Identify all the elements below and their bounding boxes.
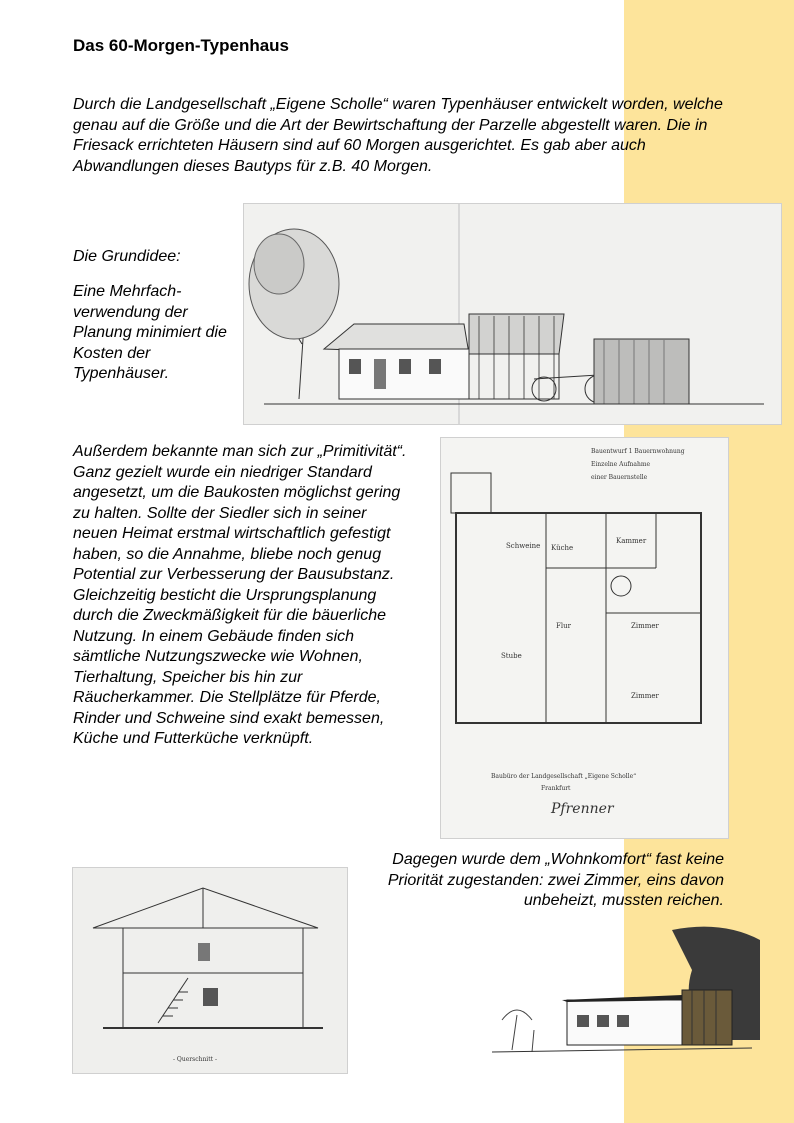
intro-paragraph: Durch die Landgesellschaft „Eigene Scholle“ waren Typenhäuser entwickelt worden, welche genau auf die Größe und die Art der Bewirtschaftung der Parzelle abgestellt waren. Die in Friesack errichteten Häusern sind auf 60 Morgen ausgerichtet. Es gab aber auch Abwandlungen dieses Bautyps für z.B. 40 Morgen. <box>73 96 723 175</box>
page-title: Das 60-Morgen-Typenhaus <box>73 36 290 55</box>
elevation-drawing <box>243 203 782 425</box>
room-label-stube: Stube <box>501 652 522 660</box>
room-label-zimmer-1: Zimmer <box>631 622 659 630</box>
plan-header-3: einer Bauernstelle <box>591 474 648 481</box>
room-label-flur: Flur <box>556 622 571 630</box>
section-caption: - Querschnitt - <box>173 1056 217 1063</box>
house-sketch <box>492 920 762 1065</box>
body-paragraph-2: Gleichzeitig besticht die Ursprungsplanung durch die Zweckmäßigkeit für die bäuerliche Nutzung. In einem Gebäude finden sich sämtliche Nutzungszwecke wie Wohnen, Tierhaltung, Speicher bis hin zur Räucherkammer. Die Stellplätze für Pferde, Rinder und Schweine sind exakt bemessen, Küche und Futterküche verknüpft. <box>73 586 387 747</box>
idea-paragraph: Eine Mehrfach-verwendung der Planung minimiert die Kosten der Typenhäuser. <box>73 283 227 382</box>
body-paragraph <box>73 442 413 750</box>
plan-header-1: Bauentwurf 1 Bauernwohnung <box>591 448 685 455</box>
room-label-kueche: Küche <box>551 544 574 552</box>
priority-paragraph: Dagegen wurde dem „Wohnkomfort“ fast keine Priorität zugestanden: zwei Zimmer, eins davon unbeheizt, mussten reichen. <box>387 851 724 909</box>
room-label-zimmer-2: Zimmer <box>631 692 659 700</box>
room-label-kammer: Kammer <box>616 537 647 545</box>
plan-stamp: Baubüro der Landgesellschaft „Eigene Scholle“ <box>491 773 637 780</box>
plan-signature: Pfrenner <box>551 801 614 817</box>
room-label-schweine: Schweine <box>506 542 541 550</box>
body-paragraph-1: Außerdem bekannte man sich zur „Primitivität“. Ganz gezielt wurde ein niedriger Standard angesetzt, um die Baukosten möglichst gering zu halten. Sollte der Siedler sich in seiner neuen Heimat erstmal wirtschaftlich gefestigt haben, so die Annahme, bliebe noch genug Potential zur Verbesserung der Bausubstanz. <box>73 443 407 583</box>
section-drawing <box>72 867 348 1074</box>
floor-plan-drawing <box>440 437 729 839</box>
idea-heading: Die Grundidee: <box>73 248 181 265</box>
plan-header-2: Einzelne Aufnahme <box>591 461 651 468</box>
plan-stamp-city: Frankfurt <box>541 785 571 792</box>
